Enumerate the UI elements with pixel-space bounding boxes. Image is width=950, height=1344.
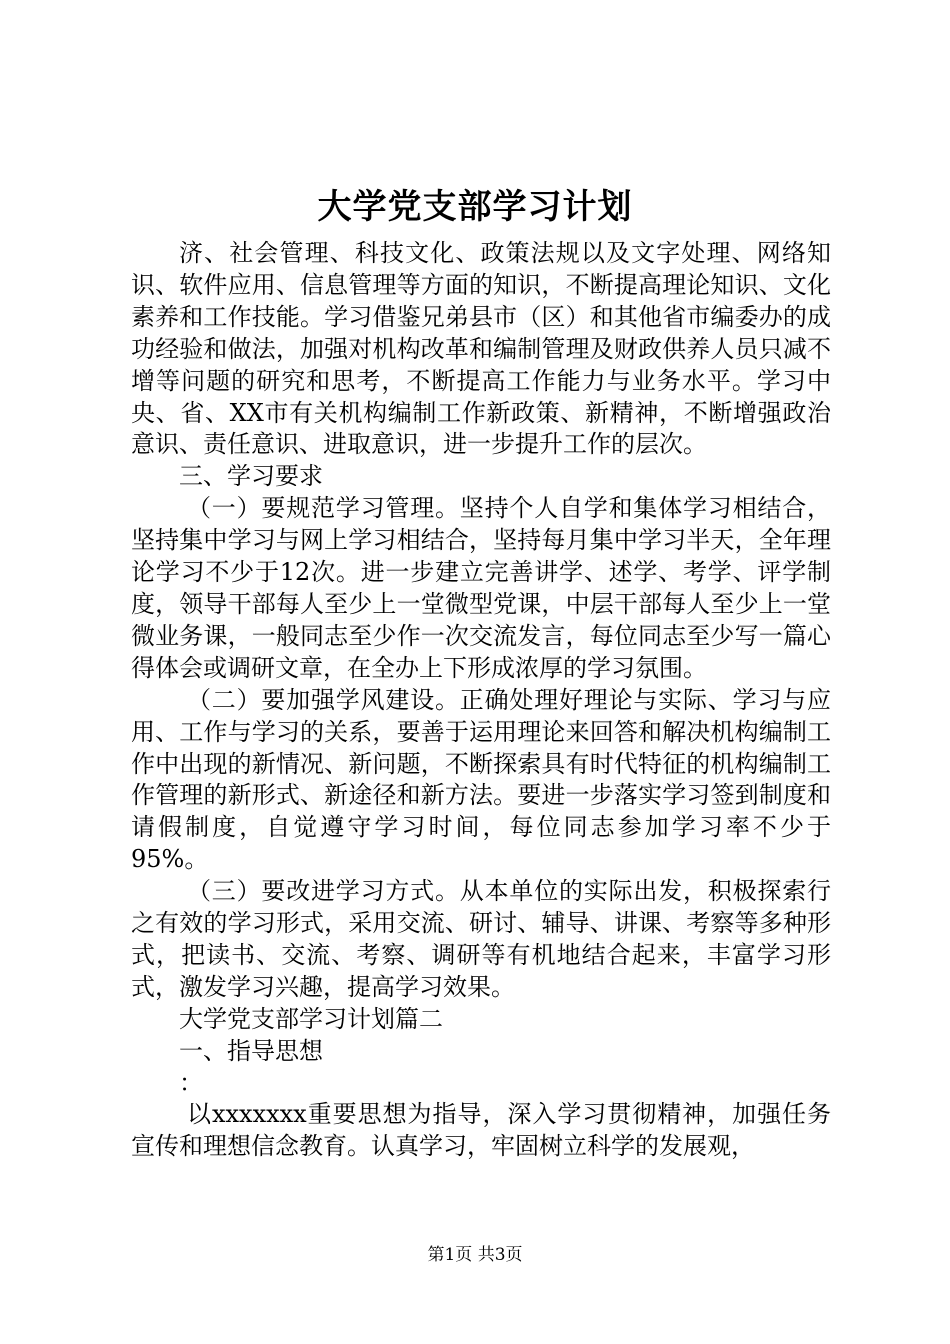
section-heading: 三、学习要求 bbox=[179, 462, 323, 491]
paragraph: （二）要加强学风建设。正确处理好理论与实际、学习与应用、工作与学习的关系，要善于运用理论来回答和解决机构编制工作中出现的新情况、新问题，不断探索具有时代特征的机构编制工作管理的新形式、新途径和新方法。要进一步落实学习签到制度和请假制度，自觉遵守学习时间，每位同志参加学习率不少于95%。 bbox=[131, 685, 831, 874]
paragraph: ： bbox=[179, 1068, 203, 1097]
paragraph: 济、社会管理、科技文化、政策法规以及文字处理、网络知识、软件应用、信息管理等方面的知识，不断提高理论知识、文化素养和工作技能。学习借鉴兄弟县市（区）和其他省市编委办的成功经验和做法，加强对机构改革和编制管理及财政供养人员只减不增等问题的研究和思考，不断提高工作能力与业务水平。学习中央、省、XX市有关机构编制工作新政策、新精神，不断增强政治意识、责任意识、进取意识，进一步提升工作的层次。 bbox=[131, 239, 831, 459]
section-heading: 一、指导思想 bbox=[179, 1036, 323, 1065]
document-title: 大学党支部学习计划 bbox=[317, 187, 633, 227]
paragraph: （一）要规范学习管理。坚持个人自学和集体学习相结合，坚持集中学习与网上学习相结合，坚持每月集中学习半天，全年理论学习不少于12次。进一步建立完善讲学、述学、考学、评学制度，领导干部每人至少上一堂微型党课，中层干部每人至少上一堂微业务课，一般同志至少作一次交流发言，每位同志至少写一篇心得体会或调研文章，在全办上下形成浓厚的学习氛围。 bbox=[131, 494, 831, 682]
paragraph: （三）要改进学习方式。从本单位的实际出发，积极探索行之有效的学习形式，采用交流、研讨、辅导、讲课、考察等多种形式，把读书、交流、考察、调研等有机地结合起来，丰富学习形式，激发学习兴趣，提高学习效果。 bbox=[131, 877, 831, 1001]
section-heading: 大学党支部学习计划篇二 bbox=[179, 1004, 443, 1033]
document-body bbox=[131, 238, 831, 1163]
paragraph: 以xxxxxxx重要思想为指导，深入学习贯彻精神，加强任务宣传和理想信念教育。认真学习，牢固树立科学的发展观， bbox=[131, 1100, 831, 1161]
page-footer: 第1页 共3页 bbox=[427, 1245, 523, 1265]
